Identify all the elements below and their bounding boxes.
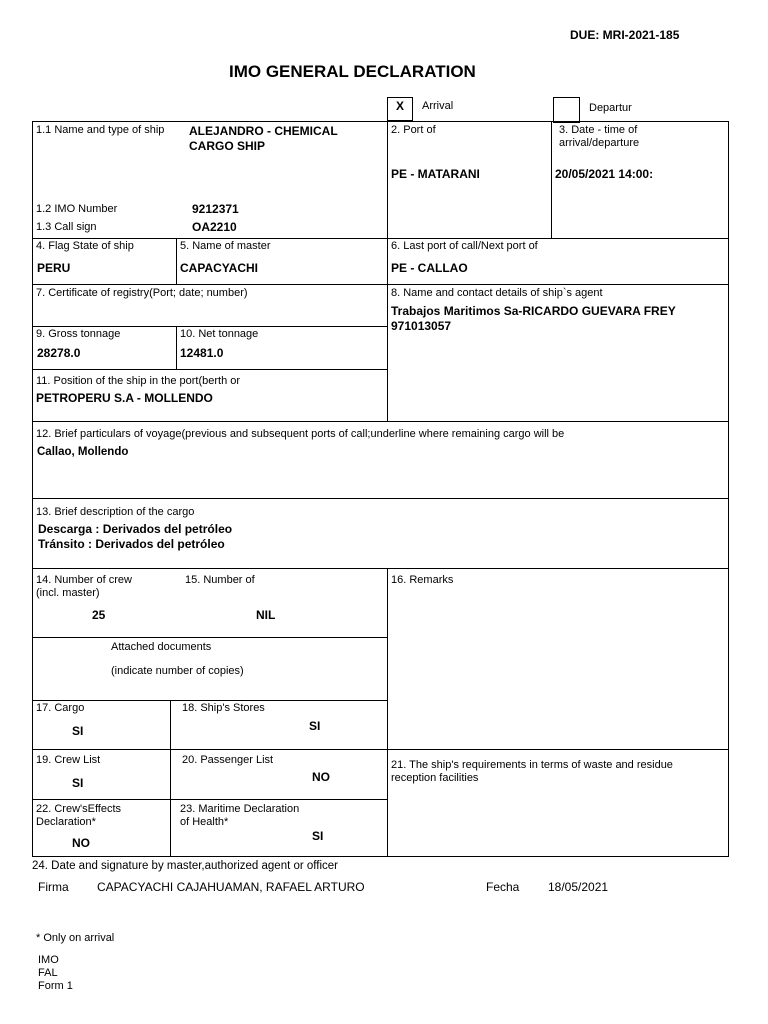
departure-label: Departur [589, 102, 632, 114]
cargo-description-label: 13. Brief description of the cargo [36, 506, 195, 518]
cargo-description-value: Descarga : Derivados del petróleo Tránsito : Derivados del petróleo [38, 522, 233, 551]
ships-stores-label: 18. Ship's Stores [182, 702, 265, 714]
cargo-label: 17. Cargo [36, 702, 85, 714]
call-sign-value: OA2210 [192, 220, 237, 234]
imo-number-label: 1.2 IMO Number [36, 203, 118, 215]
form-identifier: IMO FAL Form 1 [38, 954, 73, 992]
crew-effects-label: 22. Crew'sEffects Declaration* [36, 803, 122, 828]
fecha-value: 18/05/2021 [548, 880, 609, 894]
signature-section-label: 24. Date and signature by master,authorized agent or officer [32, 860, 339, 872]
ships-stores-value: SI [309, 719, 321, 733]
attached-documents-label: Attached documents [111, 641, 212, 653]
crew-list-label: 19. Crew List [36, 754, 101, 766]
passenger-list-label: 20. Passenger List [182, 754, 274, 766]
cargo-value: SI [72, 724, 84, 738]
flag-state-value: PERU [37, 261, 71, 275]
passengers-number-label: 15. Number of [185, 574, 255, 586]
page-title: IMO GENERAL DECLARATION [229, 62, 476, 81]
firma-label: Firma [38, 880, 69, 894]
attached-documents-note: (indicate number of copies) [111, 665, 244, 677]
port-value: PE - MATARANI [391, 167, 480, 181]
agent-label: 8. Name and contact details of ship`s agent [391, 287, 603, 299]
departure-checkbox[interactable] [553, 97, 580, 123]
gross-tonnage-label: 9. Gross tonnage [36, 328, 121, 340]
fecha-label: Fecha [486, 880, 520, 894]
voyage-value: Callao, Mollendo [37, 446, 129, 458]
date-time-label: 3. Date - time of arrival/departure [559, 124, 640, 149]
crew-number-value: 25 [92, 608, 106, 622]
remarks-label: 16. Remarks [391, 574, 454, 586]
position-value: PETROPERU S.A - MOLLENDO [36, 391, 213, 405]
crew-list-value: SI [72, 776, 84, 790]
ship-name-value: ALEJANDRO - CHEMICAL CARGO SHIP [189, 124, 338, 153]
ship-name-label: 1.1 Name and type of ship [36, 124, 165, 136]
arrival-mark: X [396, 99, 405, 113]
port-label: 2. Port of [391, 124, 436, 136]
position-label: 11. Position of the ship in the port(berth or [36, 375, 241, 387]
agent-value: Trabajos Maritimos Sa-RICARDO GUEVARA FREY 971013057 [391, 304, 676, 333]
crew-effects-value: NO [72, 836, 90, 850]
maritime-health-label: 23. Maritime Declaration of Health* [180, 803, 300, 828]
passengers-number-value: NIL [256, 608, 276, 622]
master-name-label: 5. Name of master [180, 240, 271, 252]
firma-value: CAPACYACHI CAJAHUAMAN, RAFAEL ARTURO [97, 880, 365, 894]
last-port-value: PE - CALLAO [391, 261, 468, 275]
call-sign-label: 1.3 Call sign [36, 221, 97, 233]
imo-number-value: 9212371 [192, 202, 239, 216]
certificate-label: 7. Certificate of registry(Port; date; number) [36, 287, 248, 299]
passenger-list-value: NO [312, 770, 330, 784]
gross-tonnage-value: 28278.0 [37, 346, 81, 360]
net-tonnage-value: 12481.0 [180, 346, 224, 360]
due-number: DUE: MRI-2021-185 [570, 28, 680, 42]
master-name-value: CAPACYACHI [180, 261, 259, 275]
crew-number-label: 14. Number of crew (incl. master) [36, 574, 132, 599]
maritime-health-value: SI [312, 829, 324, 843]
arrival-note: * Only on arrival [36, 932, 115, 944]
date-time-value: 20/05/2021 14:00: [555, 167, 654, 181]
last-port-label: 6. Last port of call/Next port of [391, 240, 538, 252]
voyage-label: 12. Brief particulars of voyage(previous and subsequent ports of call;underline where remaining cargo will be [36, 428, 565, 440]
waste-requirements-label: 21. The ship's requirements in terms of waste and residue reception facilities [391, 759, 673, 784]
flag-state-label: 4. Flag State of ship [36, 240, 134, 252]
arrival-label: Arrival [422, 100, 454, 112]
net-tonnage-label: 10. Net tonnage [180, 328, 259, 340]
